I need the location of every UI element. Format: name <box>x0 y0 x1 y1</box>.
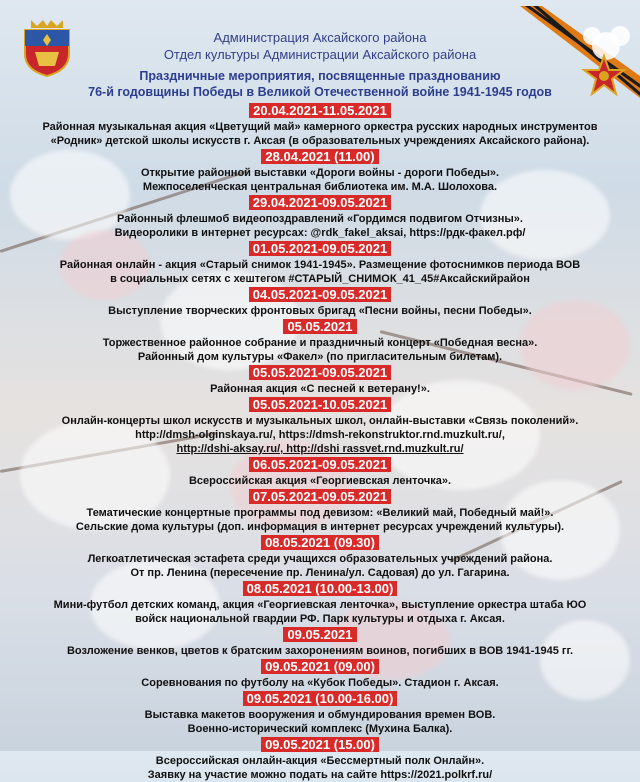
event-text: От пр. Ленина (пересечение пр. Ленина/ул. Садовая) до ул. Гагарина. <box>130 567 510 579</box>
event-date: 28.04.2021 (11.00) <box>261 149 378 164</box>
event-list <box>0 102 640 782</box>
event-text: Соревнования по футболу на «Кубок Победы». Стадион г. Аксая. <box>141 677 499 689</box>
event-text: Выступление творческих фронтовых бригад «Песни войны, песни Победы». <box>108 305 532 317</box>
event-text: Мини-футбол детских команд, акция «Георгиевская ленточка», выступление оркестра штаба ЮО <box>53 599 587 611</box>
event-item <box>0 736 640 782</box>
title-line-2: 76-й годовщины Победы в Великой Отечественной войне 1941-1945 годов <box>88 85 552 99</box>
event-date: 20.04.2021-11.05.2021 <box>249 103 391 118</box>
event-text: Межпоселенческая центральная библиотека им. М.А. Шолохова. <box>142 181 498 193</box>
event-date: 09.05.2021 <box>283 627 356 642</box>
event-text: Районная акция «С песней к ветерану!». <box>210 383 430 395</box>
event-date: 05.05.2021-10.05.2021 <box>249 397 391 412</box>
event-date: 08.05.2021 (09.30) <box>261 535 379 550</box>
event-item <box>0 580 640 626</box>
event-date: 09.05.2021 (15.00) <box>261 737 379 752</box>
event-text: Заявку на участие можно подать на сайте https://2021.polkrf.ru/ <box>147 769 493 781</box>
event-date: 08.05.2021 (10.00-13.00) <box>243 581 398 596</box>
event-text: Видеоролики в интернет ресурсах: @rdk_fakel_aksai, https://рдк-факел.рф/ <box>114 227 526 239</box>
event-date: 09.05.2021 (10.00-16.00) <box>243 691 398 706</box>
event-date: 07.05.2021-09.05.2021 <box>249 489 391 504</box>
event-date: 05.05.2021-09.05.2021 <box>249 365 391 380</box>
event-item <box>0 194 640 240</box>
event-item <box>0 364 640 396</box>
st-george-ribbon-icon <box>520 6 640 116</box>
org-line-2: Отдел культуры Администрации Аксайского района <box>163 47 477 62</box>
event-text: Выставка макетов вооружения и обмундирования времен ВОВ. <box>144 709 496 721</box>
event-text: Сельские дома культуры (доп. информация в интернет ресурсах учреждений культуры). <box>75 521 565 533</box>
event-text: Районный флешмоб видеопоздравлений «Гордимся подвигом Отчизны». <box>117 213 523 225</box>
event-item <box>0 240 640 286</box>
event-date: 06.05.2021-09.05.2021 <box>249 457 391 472</box>
event-item <box>0 690 640 736</box>
event-item <box>0 396 640 456</box>
event-text: Возложение венков, цветов к братским захоронениям воинов, погибших в ВОВ 1941-1945 гг. <box>66 645 574 657</box>
event-item <box>0 456 640 488</box>
event-item <box>0 534 640 580</box>
event-text: Открытие районной выставки «Дороги войны - дороги Победы». <box>140 167 500 179</box>
event-item <box>0 318 640 364</box>
event-text: Районная онлайн - акция «Старый снимок 1941-1945». Размещение фотоснимков периода ВОВ <box>59 259 581 271</box>
event-link[interactable]: http://dshi-aksay.ru/, http://dshi rassvet.rnd.muzkult.ru/ <box>176 443 464 455</box>
event-text: Легкоатлетическая эстафета среди учащихся образовательных учреждений района. <box>87 553 553 565</box>
event-date: 01.05.2021-09.05.2021 <box>249 241 391 256</box>
header <box>0 6 640 64</box>
event-text: Районный дом культуры «Факел» (по пригласительным билетам). <box>137 351 503 363</box>
event-text: в социальных сетях с хештегом #СТАРЫЙ_СНИМОК_41_45#Аксайскийрайон <box>110 273 530 285</box>
event-item <box>0 102 640 148</box>
event-text: войск национальной гвардии РФ. Парк культуры и отдыха г. Аксая. <box>135 613 505 625</box>
event-date: 05.05.2021 <box>283 319 356 334</box>
event-date: 04.05.2021-09.05.2021 <box>249 287 391 302</box>
event-text: Всероссийская онлайн-акция «Бессмертный полк Онлайн». <box>155 755 485 767</box>
event-item <box>0 286 640 318</box>
event-item <box>0 148 640 194</box>
event-item <box>0 658 640 690</box>
event-item <box>0 626 640 658</box>
event-link[interactable]: http://dmsh-olginskaya.ru/, https://dmsh-rekonstruktor.rnd.muzkult.ru/, <box>135 429 505 441</box>
event-text: «Родник» детской школы искусств г. Аксая (в образовательных учреждениях Аксайского района). <box>50 135 590 147</box>
title-line-1: Праздничные мероприятия, посвященные празднованию <box>139 69 501 83</box>
event-text: Торжественное районное собрание и праздничный концерт «Победная весна». <box>102 337 538 349</box>
org-line-1: Администрация Аксайского района <box>213 30 427 45</box>
event-text: Военно-исторический комплекс (Мухина Балка). <box>187 723 453 735</box>
event-text: Всероссийская акция «Георгиевская ленточка». <box>188 475 452 487</box>
event-text: Районная музыкальная акция «Цветущий май» камерного оркестра русских народных инструментов <box>42 121 598 133</box>
event-text: Тематические концертные программы под девизом: «Великий май, Победный май!». <box>86 507 554 519</box>
event-text: Онлайн-концерты школ искусств и музыкальных школ, онлайн-выставки «Связь поколений». <box>61 415 579 427</box>
event-date: 09.05.2021 (09.00) <box>261 659 379 674</box>
event-date: 29.04.2021-09.05.2021 <box>249 195 391 210</box>
event-item <box>0 488 640 534</box>
